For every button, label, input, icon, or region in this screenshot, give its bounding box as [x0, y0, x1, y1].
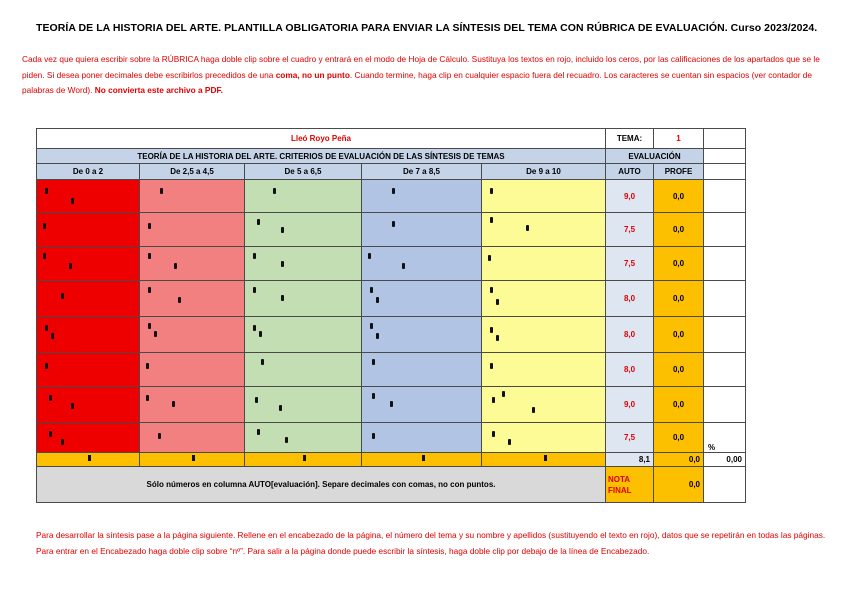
crit-cell-0-2[interactable] [37, 180, 140, 213]
mark-glyph [148, 323, 151, 329]
crit-cell-0-2[interactable] [37, 213, 140, 247]
mark-glyph [368, 253, 371, 259]
crit-cell-7-9[interactable] [362, 180, 482, 213]
percent-sign: % [704, 423, 746, 453]
mark-glyph [281, 227, 284, 233]
evaluacion-header: EVALUACIÓN [606, 149, 704, 164]
mark-glyph [372, 359, 375, 365]
auto-note: Sólo números en columna AUTO[evaluación]. Separe decimales con comas, no con puntos. [37, 467, 606, 503]
mark-glyph [172, 401, 175, 407]
empty-cell [704, 317, 746, 353]
crit-cell-7-9[interactable] [362, 387, 482, 423]
mark-glyph [392, 188, 395, 194]
crit-cell-5-7[interactable] [245, 423, 362, 453]
nota-final-value: 0,0 [654, 467, 704, 503]
crit-cell-7-9[interactable] [362, 281, 482, 317]
empty-cell [704, 281, 746, 317]
mark-glyph [390, 401, 393, 407]
instructions-bold-comma: coma, no un punto [275, 69, 350, 80]
empty-cell [704, 180, 746, 213]
auto-score[interactable]: 9,0 [606, 180, 654, 213]
auto-score[interactable]: 7,5 [606, 213, 654, 247]
profe-header: PROFE [654, 164, 704, 180]
mark-glyph [279, 405, 282, 411]
crit-cell-2-5[interactable] [140, 247, 245, 281]
crit-cell-9-10[interactable] [482, 353, 606, 387]
crit-cell-7-9[interactable] [362, 423, 482, 453]
tick-mark [303, 455, 306, 461]
auto-score[interactable]: 7,5 [606, 423, 654, 453]
profe-score[interactable]: 0,0 [654, 387, 704, 423]
profe-score[interactable]: 0,0 [654, 317, 704, 353]
auto-score[interactable]: 8,0 [606, 281, 654, 317]
crit-cell-2-5[interactable] [140, 180, 245, 213]
crit-cell-9-10[interactable] [482, 317, 606, 353]
profe-score[interactable]: 0,0 [654, 423, 704, 453]
empty-cell [704, 353, 746, 387]
mark-glyph [61, 439, 64, 445]
col-header-7-9: De 7 a 8,5 [362, 164, 482, 180]
profe-total: 0,0 [654, 453, 704, 467]
crit-cell-5-7[interactable] [245, 180, 362, 213]
crit-cell-5-7[interactable] [245, 213, 362, 247]
crit-cell-0-2[interactable] [37, 281, 140, 317]
crit-cell-9-10[interactable] [482, 423, 606, 453]
profe-score[interactable]: 0,0 [654, 281, 704, 317]
rubric-table[interactable] [36, 128, 746, 503]
tick-cell [37, 453, 140, 467]
auto-score[interactable]: 8,0 [606, 353, 654, 387]
mark-glyph [45, 325, 48, 331]
mark-glyph [508, 439, 511, 445]
nota-final-label: NOTA FINAL [606, 467, 654, 503]
footer-instructions: Para desarrollar la síntesis pase a la página siguiente. Rellene en el encabezado de la página, el número del tema y su nombre y apellidos (sustituyendo el texto en rojo), datos que se repetirán en todas las páginas. Para entrar en el Encabezado haga doble clip sobre “nº”. Para salir a la página donde puede escribir la síntesis, haga doble clip por debajo de la línea de Encabezado. [36, 530, 826, 556]
mark-glyph [158, 433, 161, 439]
criteria-row [37, 317, 746, 353]
empty-cell [704, 164, 746, 180]
auto-score[interactable]: 7,5 [606, 247, 654, 281]
mark-glyph [532, 407, 535, 413]
empty-cell [704, 387, 746, 423]
mark-glyph [71, 403, 74, 409]
mark-glyph [259, 331, 262, 337]
mark-glyph [370, 287, 373, 293]
tick-cell [245, 453, 362, 467]
crit-cell-2-5[interactable] [140, 281, 245, 317]
crit-cell-5-7[interactable] [245, 281, 362, 317]
tick-mark [422, 455, 425, 461]
crit-cell-2-5[interactable] [140, 213, 245, 247]
crit-cell-2-5[interactable] [140, 317, 245, 353]
auto-total: 8,1 [606, 453, 654, 467]
mark-glyph [148, 287, 151, 293]
crit-cell-0-2[interactable] [37, 423, 140, 453]
extra-total: 0,00 [704, 453, 746, 467]
crit-cell-7-9[interactable] [362, 317, 482, 353]
mark-glyph [281, 295, 284, 301]
mark-glyph [43, 223, 46, 229]
mark-glyph [490, 217, 493, 223]
crit-cell-2-5[interactable] [140, 387, 245, 423]
instructions-text [22, 52, 822, 99]
crit-cell-5-7[interactable] [245, 317, 362, 353]
crit-cell-5-7[interactable] [245, 247, 362, 281]
mark-glyph [69, 263, 72, 269]
instructions-part-1: Cada vez que quiera escribir sobre la RÚBRICA haga doble clip sobre el cuadro y entrará en el modo de Hoja de Cálculo. Sustituya los textos en rojo, incluido los ceros, por las calificaciones de los apartados que se le piden. Si desea poner decimales debe escribirlos precedidos de una [22, 54, 820, 80]
crit-cell-5-7[interactable] [245, 353, 362, 387]
empty-cell [704, 129, 746, 149]
crit-cell-2-5[interactable] [140, 423, 245, 453]
mark-glyph [255, 397, 258, 403]
empty-cell [704, 149, 746, 164]
mark-glyph [526, 225, 529, 231]
mark-glyph [261, 359, 264, 365]
tick-cell [482, 453, 606, 467]
col-header-0-2: De 0 a 2 [37, 164, 140, 180]
auto-header: AUTO [606, 164, 654, 180]
crit-cell-7-9[interactable] [362, 353, 482, 387]
instructions-part-2: . Cuando termine, haga clip en cualquier espacio fuera del recuadro. Los caracteres se cuentan sin espacios (ver contador de palabras de Word). [22, 69, 813, 95]
empty-cell [704, 247, 746, 281]
tick-mark [192, 455, 195, 461]
criteria-row [37, 180, 746, 213]
criteria-row [37, 247, 746, 281]
mark-glyph [257, 219, 260, 225]
mark-glyph [178, 297, 181, 303]
mark-glyph [45, 363, 48, 369]
mark-glyph [45, 188, 48, 194]
mark-glyph [372, 393, 375, 399]
crit-cell-5-7[interactable] [245, 387, 362, 423]
mark-glyph [490, 327, 493, 333]
empty-cell [704, 213, 746, 247]
tick-cell [140, 453, 245, 467]
profe-score[interactable]: 0,0 [654, 180, 704, 213]
tick-cell [362, 453, 482, 467]
mark-glyph [502, 391, 505, 397]
criteria-row [37, 281, 746, 317]
criteria-header: TEORÍA DE LA HISTORIA DEL ARTE. CRITERIOS DE EVALUACIÓN DE LAS SÍNTESIS DE TEMAS [37, 149, 606, 164]
mark-glyph [61, 293, 64, 299]
mark-glyph [146, 363, 149, 369]
mark-glyph [257, 429, 260, 435]
mark-glyph [253, 287, 256, 293]
profe-score[interactable]: 0,0 [654, 353, 704, 387]
mark-glyph [160, 188, 163, 194]
tick-mark [88, 455, 91, 461]
mark-glyph [148, 223, 151, 229]
crit-cell-0-2[interactable] [37, 387, 140, 423]
mark-glyph [51, 333, 54, 339]
crit-cell-0-2[interactable] [37, 353, 140, 387]
student-name[interactable]: Lleó Royo Peña [37, 129, 606, 149]
mark-glyph [490, 287, 493, 293]
crit-cell-9-10[interactable] [482, 387, 606, 423]
tema-value[interactable]: 1 [654, 129, 704, 149]
profe-score[interactable]: 0,0 [654, 247, 704, 281]
criteria-row [37, 423, 746, 453]
crit-cell-9-10[interactable] [482, 180, 606, 213]
crit-cell-9-10[interactable] [482, 213, 606, 247]
criteria-row [37, 353, 746, 387]
mark-glyph [492, 397, 495, 403]
mark-glyph [488, 255, 491, 261]
mark-glyph [496, 335, 499, 341]
mark-glyph [148, 253, 151, 259]
mark-glyph [402, 263, 405, 269]
mark-glyph [49, 395, 52, 401]
crit-cell-7-9[interactable] [362, 247, 482, 281]
mark-glyph [285, 437, 288, 443]
mark-glyph [490, 363, 493, 369]
tick-mark [544, 455, 547, 461]
mark-glyph [253, 253, 256, 259]
col-header-2-5: De 2,5 a 4,5 [140, 164, 245, 180]
tema-label: TEMA: [606, 129, 654, 149]
mark-glyph [376, 297, 379, 303]
auto-score[interactable]: 8,0 [606, 317, 654, 353]
empty-cell [704, 467, 746, 503]
profe-score[interactable]: 0,0 [654, 213, 704, 247]
crit-cell-0-2[interactable] [37, 247, 140, 281]
mark-glyph [281, 261, 284, 267]
mark-glyph [174, 263, 177, 269]
auto-score[interactable]: 9,0 [606, 387, 654, 423]
crit-cell-2-5[interactable] [140, 353, 245, 387]
mark-glyph [146, 395, 149, 401]
mark-glyph [496, 299, 499, 305]
crit-cell-9-10[interactable] [482, 281, 606, 317]
mark-glyph [490, 188, 493, 194]
mark-glyph [43, 253, 46, 259]
mark-glyph [49, 431, 52, 437]
crit-cell-9-10[interactable] [482, 247, 606, 281]
col-header-5-7: De 5 a 6,5 [245, 164, 362, 180]
crit-cell-7-9[interactable] [362, 213, 482, 247]
mark-glyph [376, 333, 379, 339]
mark-glyph [392, 221, 395, 227]
criteria-row [37, 213, 746, 247]
criteria-row [37, 387, 746, 423]
instructions-bold-pdf: No convierta este archivo a PDF. [94, 85, 223, 95]
mark-glyph [372, 433, 375, 439]
page-title: TEORÍA DE LA HISTORIA DEL ARTE. PLANTILLA OBLIGATORIA PARA ENVIAR LA SÍNTESIS DEL TEMA CON RÚBRICA DE EVALUACIÓN. Curso 2023/2024. [36, 22, 818, 34]
crit-cell-0-2[interactable] [37, 317, 140, 353]
col-header-9-10: De 9 a 10 [482, 164, 606, 180]
mark-glyph [253, 325, 256, 331]
mark-glyph [71, 198, 74, 204]
mark-glyph [154, 331, 157, 337]
mark-glyph [492, 431, 495, 437]
mark-glyph [370, 323, 373, 329]
mark-glyph [273, 188, 276, 194]
